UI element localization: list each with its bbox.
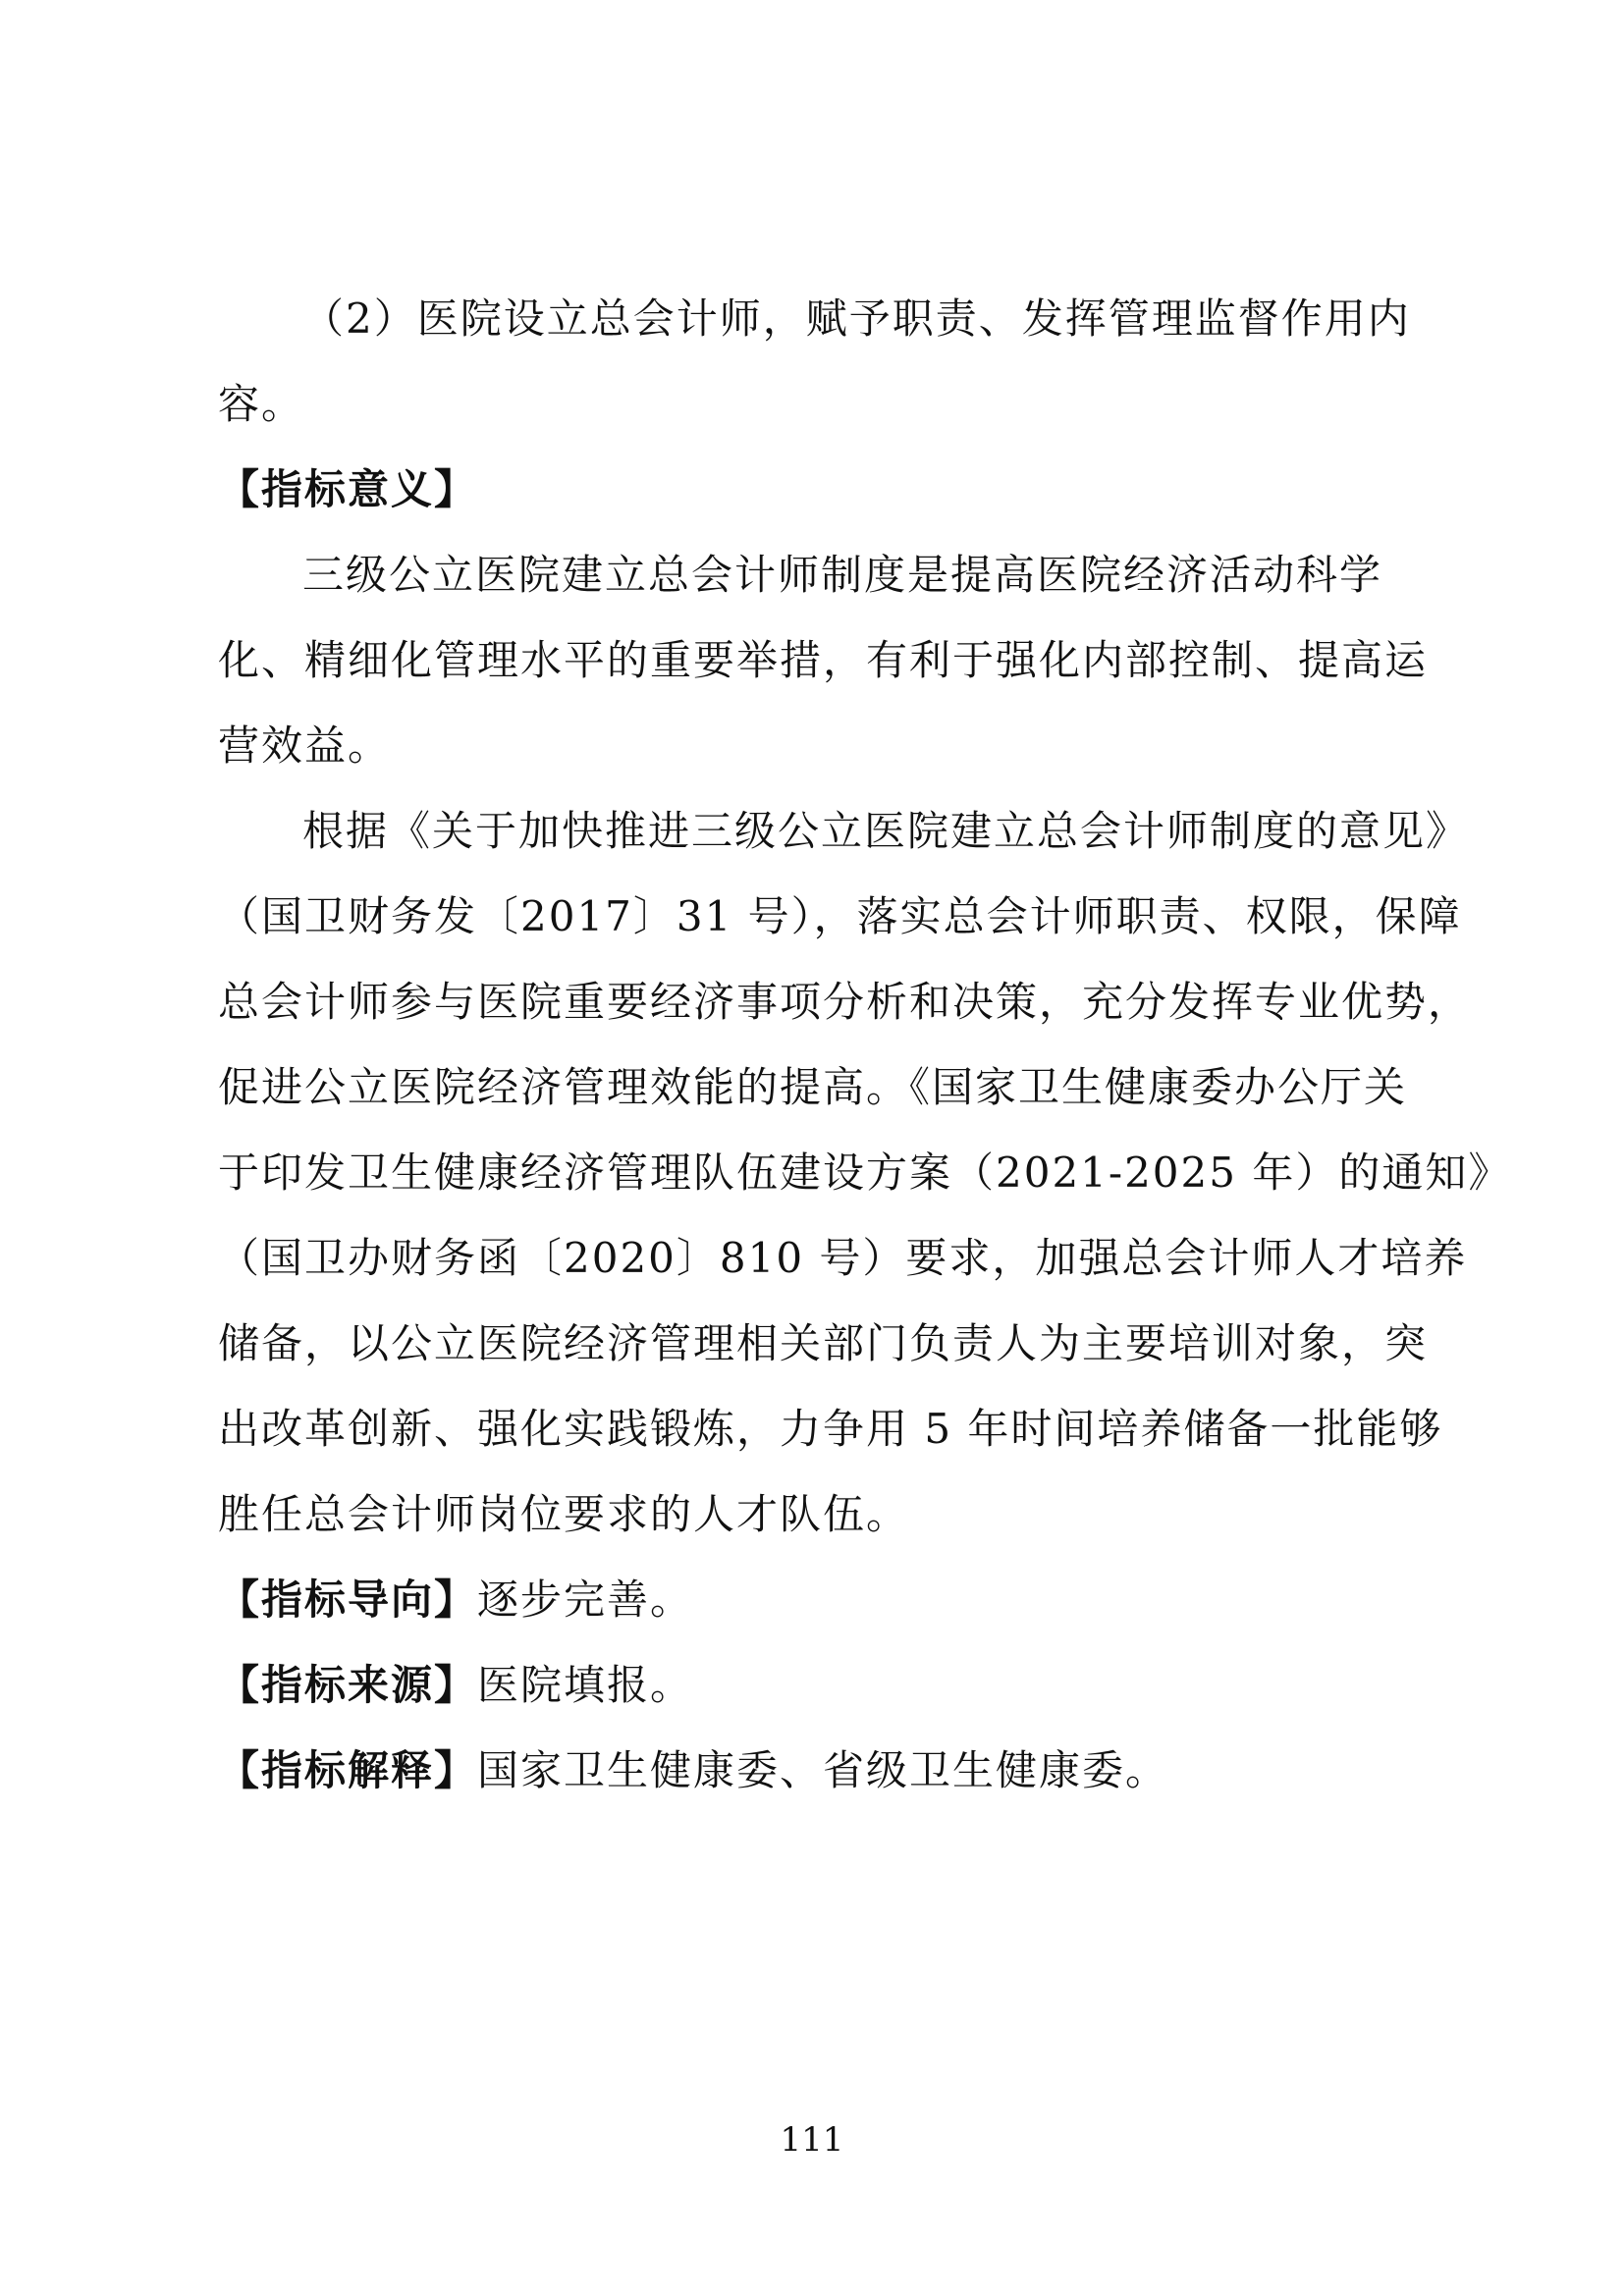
paragraph-line: 营效益。	[218, 721, 392, 770]
section-heading-significance: 【指标意义】	[218, 465, 478, 513]
interpretation-text: 国家卫生健康委、省级卫生健康委。	[477, 1746, 1169, 1794]
paragraph-line: 于印发卫生健康经济管理队伍建设方案（2021-2025 年）的通知》	[218, 1148, 1512, 1197]
source-label: 【指标来源】	[218, 1661, 478, 1709]
guidance-text: 逐步完善。	[477, 1575, 694, 1624]
paragraph-line: 储备，以公立医院经济管理相关部门负责人为主要培训对象，突	[218, 1319, 1429, 1367]
paragraph-line: （2）医院设立总会计师，赋予职责、发挥管理监督作用内	[302, 294, 1411, 343]
page-number: 111	[780, 2120, 844, 2160]
paragraph-line: 促进公立医院经济管理效能的提高。《国家卫生健康委办公厅关	[218, 1063, 1408, 1111]
paragraph-line: （国卫财务发〔2017〕31 号），落实总会计师职责、权限，保障	[218, 892, 1462, 940]
interpretation-label: 【指标解释】	[218, 1746, 478, 1794]
paragraph-line: 总会计师参与医院重要经济事项分析和决策，充分发挥专业优势，	[218, 978, 1472, 1026]
paragraph-line: 化、精细化管理水平的重要举措，有利于强化内部控制、提高运	[218, 636, 1429, 684]
paragraph-line: 根据《关于加快推进三级公立医院建立总会计师制度的意见》	[302, 807, 1470, 855]
paragraph-line: 容。	[218, 380, 305, 428]
paragraph-line: 胜任总会计师岗位要求的人才队伍。	[218, 1490, 910, 1538]
paragraph-line: 三级公立医院建立总会计师制度是提高医院经济活动科学	[302, 551, 1383, 599]
source-text: 医院填报。	[477, 1661, 694, 1709]
paragraph-line: （国卫办财务函〔2020〕810 号）要求，加强总会计师人才培养	[218, 1234, 1468, 1282]
source-line	[218, 1657, 1426, 1714]
guidance-line	[218, 1572, 1426, 1629]
interpretation-line	[218, 1742, 1426, 1799]
paragraph-line: 出改革创新、强化实践锻炼，力争用 5 年时间培养储备一批能够	[218, 1405, 1443, 1453]
guidance-label: 【指标导向】	[218, 1575, 478, 1624]
